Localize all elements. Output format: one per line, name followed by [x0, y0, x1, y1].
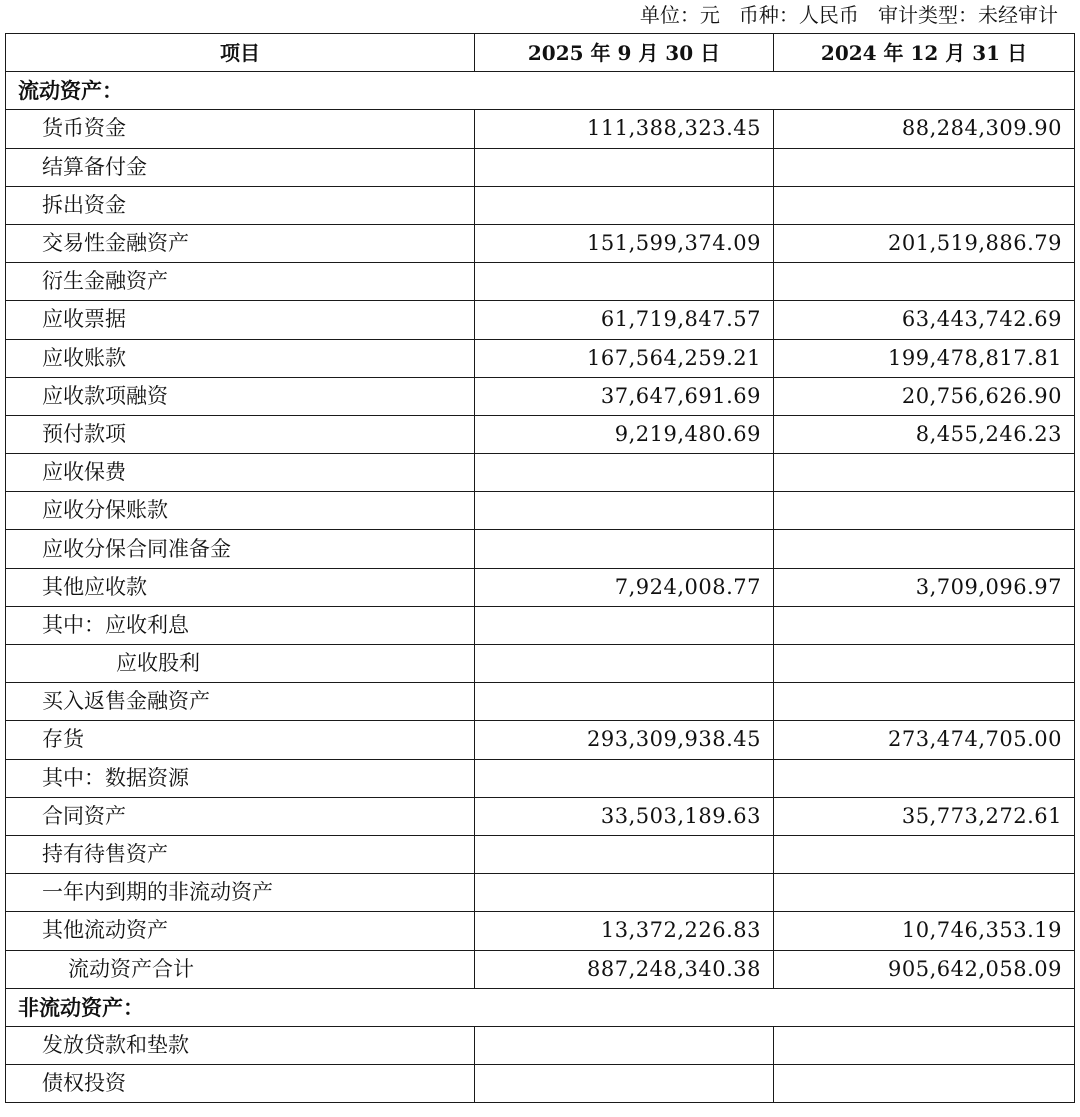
row-label: 货币资金 — [6, 110, 475, 148]
balance-sheet-table — [5, 33, 1075, 1103]
table-row — [6, 683, 1075, 721]
table-row — [6, 912, 1075, 950]
table-row — [6, 148, 1075, 186]
table-row — [6, 186, 1075, 224]
row-label: 发放贷款和垫款 — [6, 1026, 475, 1064]
row-label: 一年内到期的非流动资产 — [6, 874, 475, 912]
value-prior: 201,519,886.79 — [774, 224, 1075, 262]
value-current — [475, 530, 774, 568]
table-row — [6, 110, 1075, 148]
value-prior: 10,746,353.19 — [774, 912, 1075, 950]
value-current: 37,647,691.69 — [475, 377, 774, 415]
row-label: 买入返售金融资产 — [6, 683, 475, 721]
row-label: 应收分保账款 — [6, 492, 475, 530]
value-prior — [774, 835, 1075, 873]
table-row — [6, 645, 1075, 683]
value-current — [475, 148, 774, 186]
table-row — [6, 797, 1075, 835]
value-prior — [774, 1065, 1075, 1103]
table-row — [6, 759, 1075, 797]
table-row — [6, 1065, 1075, 1103]
table-row — [6, 721, 1075, 759]
table-row — [6, 263, 1075, 301]
table-row — [6, 492, 1075, 530]
value-prior — [774, 492, 1075, 530]
value-prior: 3,709,096.97 — [774, 568, 1075, 606]
value-current: 151,599,374.09 — [475, 224, 774, 262]
row-label: 交易性金融资产 — [6, 224, 475, 262]
value-current — [475, 606, 774, 644]
table-row — [6, 606, 1075, 644]
value-current — [475, 645, 774, 683]
section-title: 流动资产： — [6, 72, 1075, 110]
value-prior — [774, 530, 1075, 568]
table-row — [6, 415, 1075, 453]
section-row — [6, 988, 1075, 1026]
value-current — [475, 454, 774, 492]
value-current — [475, 683, 774, 721]
value-current — [475, 492, 774, 530]
column-header-current: 2025 年 9 月 30 日 — [475, 34, 774, 72]
table-row — [6, 377, 1075, 415]
value-prior — [774, 186, 1075, 224]
row-label: 其他流动资产 — [6, 912, 475, 950]
row-label: 结算备付金 — [6, 148, 475, 186]
table-row — [6, 339, 1075, 377]
value-current: 111,388,323.45 — [475, 110, 774, 148]
value-current — [475, 759, 774, 797]
value-prior — [774, 759, 1075, 797]
value-prior — [774, 263, 1075, 301]
value-prior: 273,474,705.00 — [774, 721, 1075, 759]
value-prior — [774, 645, 1075, 683]
row-label: 应收票据 — [6, 301, 475, 339]
value-current: 167,564,259.21 — [475, 339, 774, 377]
value-current — [475, 186, 774, 224]
value-prior: 88,284,309.90 — [774, 110, 1075, 148]
table-row — [6, 454, 1075, 492]
row-label: 预付款项 — [6, 415, 475, 453]
row-label: 债权投资 — [6, 1065, 475, 1103]
table-row — [6, 568, 1075, 606]
value-prior: 35,773,272.61 — [774, 797, 1075, 835]
value-current — [475, 1065, 774, 1103]
row-label: 其中：应收利息 — [6, 606, 475, 644]
value-prior: 905,642,058.09 — [774, 950, 1075, 988]
table-row — [6, 950, 1075, 988]
table-header-row — [6, 34, 1075, 72]
table-row — [6, 835, 1075, 873]
value-prior — [774, 606, 1075, 644]
value-current: 293,309,938.45 — [475, 721, 774, 759]
column-header-item: 项目 — [6, 34, 475, 72]
value-prior: 8,455,246.23 — [774, 415, 1075, 453]
value-current: 61,719,847.57 — [475, 301, 774, 339]
table-row — [6, 874, 1075, 912]
value-current — [475, 263, 774, 301]
row-label: 拆出资金 — [6, 186, 475, 224]
row-label: 应收分保合同准备金 — [6, 530, 475, 568]
value-current: 9,219,480.69 — [475, 415, 774, 453]
value-prior — [774, 454, 1075, 492]
table-row — [6, 301, 1075, 339]
table-row — [6, 530, 1075, 568]
column-header-prior: 2024 年 12 月 31 日 — [774, 34, 1075, 72]
row-label: 衍生金融资产 — [6, 263, 475, 301]
table-row — [6, 1026, 1075, 1064]
value-prior — [774, 683, 1075, 721]
row-label: 持有待售资产 — [6, 835, 475, 873]
table-row — [6, 224, 1075, 262]
value-current — [475, 874, 774, 912]
value-prior: 199,478,817.81 — [774, 339, 1075, 377]
row-label: 应收款项融资 — [6, 377, 475, 415]
value-current: 13,372,226.83 — [475, 912, 774, 950]
value-current: 887,248,340.38 — [475, 950, 774, 988]
row-label: 其中：数据资源 — [6, 759, 475, 797]
table-body — [6, 72, 1075, 1103]
value-prior — [774, 148, 1075, 186]
row-label: 流动资产合计 — [6, 950, 475, 988]
row-label: 应收保费 — [6, 454, 475, 492]
row-label: 应收账款 — [6, 339, 475, 377]
row-label: 其他应收款 — [6, 568, 475, 606]
value-current — [475, 1026, 774, 1064]
row-label: 应收股利 — [6, 645, 475, 683]
value-current: 7,924,008.77 — [475, 568, 774, 606]
value-prior: 20,756,626.90 — [774, 377, 1075, 415]
value-prior: 63,443,742.69 — [774, 301, 1075, 339]
row-label: 合同资产 — [6, 797, 475, 835]
report-meta: 单位：元 币种：人民币 审计类型：未经审计 — [639, 3, 1058, 27]
value-current: 33,503,189.63 — [475, 797, 774, 835]
section-title: 非流动资产： — [6, 988, 1075, 1026]
section-row — [6, 72, 1075, 110]
value-prior — [774, 874, 1075, 912]
row-label: 存货 — [6, 721, 475, 759]
value-prior — [774, 1026, 1075, 1064]
value-current — [475, 835, 774, 873]
